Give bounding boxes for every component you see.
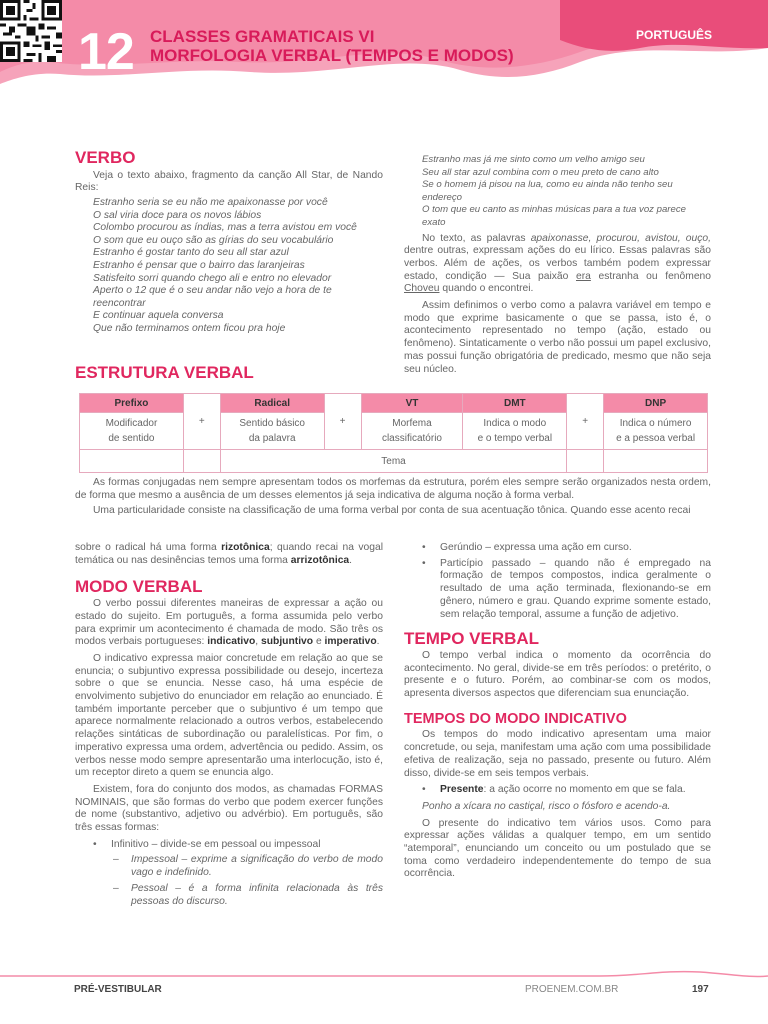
list-item: • Particípio passado – quando não é empregado na formação de tempos compostos, indica geralmente o resultado de uma ação terminada, flexionando-se em gênero, número e grau. Quando exprime somente estado, sem relação temporal, assume a função de adjetivo. [404, 558, 711, 622]
plus-sign: + [324, 394, 361, 450]
left-column [75, 542, 383, 908]
chapter-title-line1: CLASSES GRAMATICAIS VI [150, 27, 375, 46]
poem-line: O som que eu ouço são as gírias do seu vocabulário [93, 234, 334, 246]
poem-line: Seu all star azul combina com o meu preto de cano alto [422, 166, 659, 178]
formas-nominais-list-cont [404, 542, 711, 621]
table-cell-empty [183, 450, 220, 473]
table-cell: Indica o modo e o tempo verbal [463, 413, 567, 450]
list-item: • Infinitivo – divide-se em pessoal ou impessoal [75, 839, 383, 852]
list-item: – Impessoal – exprime a significação do verbo de modo vago e indefinido. [113, 854, 383, 879]
table-header-vt: VT [361, 394, 463, 413]
modo-paragraph-2: O indicativo expressa maior concretude em relação ao que se enuncia; o subjuntivo expressa possibilidade ou desejo, incerteza sobre o que se enuncia. Nesse caso, há uma espécie de envolvimento subjetivo do enunciador em relação ao enunciado. É também importante perceber que o subjuntivo é um tempo que aparece normalmente relacionado a outros verbos, estabelecendo relações sintáticas de subordinação ou paralelísticas. Por fim, o imperativo expressa uma ordem, advertência ou pedido. Assim, os verbos nesse modo sempre apresentarão uma interlocução, isto é, um receptor direto a quem se enuncia algo. [75, 652, 383, 779]
presente-paragraph: O presente do indicativo tem vários usos. Como para expressar ações válidas a qualquer tempo, em um sentido “atemporal”, enunciando um conceito ou um postulado que se toma como verdadeiro independentemente do tempo de sua ocorrência. [404, 817, 711, 880]
poem-excerpt-cont [404, 154, 711, 230]
estrutura-text [75, 477, 711, 518]
verbo-section [75, 148, 383, 336]
poem-line: O tom que eu canto as minhas músicas para a tua voz parece exato [422, 204, 686, 228]
poem-line: E continuar aquela conversa [93, 310, 224, 322]
footer-label: PRÉ-VESTIBULAR [74, 984, 162, 995]
poem-excerpt [75, 197, 383, 336]
right-column [404, 542, 711, 881]
plus-sign: + [567, 394, 604, 450]
poem-line: Colombo procurou as índias, mas a terra avistou em você [93, 222, 357, 234]
page-number: 197 [692, 984, 709, 995]
page-header [0, 0, 768, 140]
footer-site-link[interactable]: PROENEM.COM.BR [525, 984, 619, 995]
verbo-paragraph-1: No texto, as palavras apaixonasse, procurou, avistou, ouço, dentre outras, expressam ações do eu lírico. Essas palavras são verbos. Além de ações, os verbos também podem expressar estado, condição — Sua paixão era estranha ou fenômeno Choveu quando o encontrei. [404, 232, 712, 295]
poem-line: Estranho é gostar tanto do seu all star azul [93, 247, 289, 259]
table-header-dnp: DNP [604, 394, 708, 413]
table-header-prefixo: Prefixo [80, 394, 184, 413]
example-sentence: Ponho a xícara no castiçal, risco o fósforo e acendo-a. [422, 800, 671, 812]
poem-line: Aperto o 12 que é o seu andar não vejo a hora de te reencontrar [93, 285, 332, 309]
table-cell: Modificador de sentido [80, 413, 184, 450]
modo-verbal-heading: MODO VERBAL [75, 577, 203, 597]
tempos-list [404, 784, 711, 797]
formas-nominais-list [75, 839, 383, 852]
poem-line: Estranho seria se eu não me apaixonasse por você [93, 197, 328, 209]
list-item: • Presente: a ação ocorre no momento em que se fala. [404, 784, 711, 797]
verbo-paragraph-2: Assim definimos o verbo como a palavra variável em tempo e modo que exprime basicamente o que se passa, isto é, o acontecimento representado no tempo (ação, estado ou fenômeno). Sintaticamente o verbo não possui um papel exclusivo, mas possui função obrigatória de predicado, mesmo que não seja seu núcleo. [404, 300, 711, 375]
table-cell-empty [567, 450, 604, 473]
verbo-intro: Veja o texto abaixo, fragmento da canção All Star, de Nando Reis: [75, 169, 383, 194]
tempo-verbal-heading: TEMPO VERBAL [404, 629, 540, 649]
estrutura-paragraph-1: As formas conjugadas nem sempre apresentam todos os morfemas da estrutura, porém eles sempre serão organizados nesta ordem, de forma que mesmo a ausência de um desses elementos já seja indicativa de alguma noção à forma verbal. [75, 477, 711, 501]
poem-line: Se o homem já pisou na lua, como eu ainda não tenho seu endereço [422, 179, 673, 203]
estrutura-paragraph-2: Uma particularidade consiste na classificação de uma forma verbal por conta de sua acentuação tônica. Quando esse acento recai [93, 505, 691, 517]
list-item: • Gerúndio – expressa uma ação em curso. [404, 542, 711, 555]
table-cell-empty [604, 450, 708, 473]
indicativo-paragraph: Os tempos do modo indicativo apresentam uma maior concretude, ou seja, manifestam uma ação com uma possibilidade efetiva de realização, seja no passado, presente ou futuro. Além disso, divide-se em seis tempos verbais. [404, 729, 711, 779]
table-cell-empty [80, 450, 184, 473]
modo-paragraph-3: Existem, fora do conjunto dos modos, as chamadas FORMAS NOMINAIS, que são formas do verbo que podem exercer funções de nome (substantivo, adjetivo ou advérbio). Em português, são três essas formas: [75, 783, 383, 834]
chapter-title [150, 27, 514, 65]
poem-line: O sal viria doce para os novos lábios [93, 209, 262, 221]
poem-line: Que não terminamos ontem ficou pra hoje [93, 323, 286, 335]
tempo-paragraph: O tempo verbal indica o momento da ocorrência do acontecimento. No geral, divide-se em três períodos: o pretérito, o presente e o futuro. Porém, ao combinar-se com os modos, apresenta diversos aspectos que diferenciam sua enunciação. [404, 649, 711, 700]
table-cell: Indica o número e a pessoa verbal [604, 413, 708, 450]
verbo-section-right [404, 154, 711, 376]
plus-sign: + [183, 394, 220, 450]
infinitivo-sublist [75, 854, 383, 908]
chapter-title-line2: MORFOLOGIA VERBAL (TEMPOS E MODOS) [150, 46, 514, 65]
estrutura-heading: ESTRUTURA VERBAL [75, 363, 254, 382]
acentuacao-paragraph: sobre o radical há uma forma rizotônica; quando recai na vogal temática ou nas desinências temos uma forma arrizotônica. [75, 542, 383, 566]
table-cell: Morfema classificatório [361, 413, 463, 450]
estrutura-verbal-table [79, 393, 708, 473]
table-header-radical: Radical [220, 394, 324, 413]
table-header-dmt: DMT [463, 394, 567, 413]
qr-code-icon[interactable] [0, 0, 62, 62]
poem-line: Satisfeito sorri quando chego ali e entro no elevador [93, 272, 332, 284]
verbo-heading: VERBO [75, 148, 136, 167]
modo-paragraph-1: O verbo possui diferentes maneiras de expressar a ação ou estado do sujeito. Em português, a forma assumida pelo verbo para exprimir um acontecimento é chamada de modo. São três os modos verbais portugueses: indicativo, subjuntivo e imperativo. [75, 598, 383, 648]
subject-label: PORTUGUÊS [636, 28, 713, 42]
table-cell-tema: Tema [220, 450, 566, 473]
modo-indicativo-heading: TEMPOS DO MODO INDICATIVO [404, 710, 627, 727]
list-item: – Pessoal – é a forma infinita relacionada às três pessoas do discurso. [113, 883, 383, 908]
chapter-number: 12 [78, 23, 134, 81]
table-cell: Sentido básico da palavra [220, 413, 324, 450]
poem-line: Estranho mas já me sinto como um velho amigo seu [422, 154, 645, 165]
poem-line: Estranho é pensar que o bairro das laranjeiras [93, 260, 305, 272]
